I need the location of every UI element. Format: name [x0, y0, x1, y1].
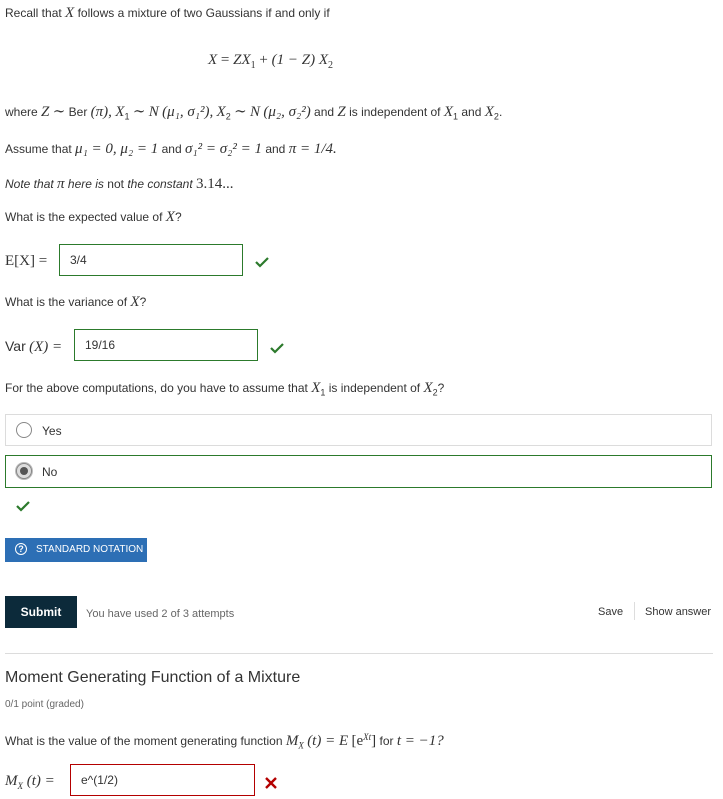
- q3-prompt: For the above computations, do you have to assume that $X_1$ is independent of $X_2$?: [5, 380, 445, 398]
- standard-notation-label: STANDARD NOTATION: [36, 544, 144, 555]
- standard-notation-button[interactable]: [5, 538, 147, 562]
- q2-label: Var (X) =: [5, 338, 63, 355]
- option-yes-label: Yes: [42, 424, 62, 438]
- q1-prompt: What is the expected value of X?: [5, 209, 182, 225]
- submit-button[interactable]: Submit: [5, 596, 77, 628]
- incorrect-x-icon: [264, 776, 278, 790]
- save-button[interactable]: Save: [598, 606, 624, 618]
- mgf-label: $M_X$ (t) =: [5, 773, 55, 791]
- option-no-label: No: [42, 465, 58, 479]
- mixture-equation: $X = ZX_1 + (1 - Z)$ $X_2$: [208, 52, 333, 71]
- attempts-text: You have used 2 of 3 attempts: [86, 608, 235, 620]
- question-icon: ?: [15, 543, 27, 555]
- intro-text: Recall that X follows a mixture of two Gaussians if and only if: [5, 5, 330, 21]
- section-title: Moment Generating Function of a Mixture: [5, 669, 301, 686]
- correct-check-icon: [270, 341, 284, 355]
- mgf-prompt: What is the value of the moment generating function $M_X$ (t) = E $[e^{Xt}]$ for t = −1?: [5, 732, 444, 751]
- radio-yes[interactable]: [16, 422, 32, 438]
- points-text: 0/1 point (graded): [5, 699, 84, 710]
- correct-check-icon: [255, 255, 269, 269]
- correct-check-icon: [16, 499, 30, 513]
- expected-value-input[interactable]: 3/4: [59, 244, 243, 276]
- option-yes[interactable]: [5, 414, 712, 446]
- q1-label: E[X] =: [5, 253, 48, 269]
- q2-prompt: What is the variance of X?: [5, 294, 147, 310]
- option-no[interactable]: [5, 455, 712, 488]
- mgf-input[interactable]: e^(1/2): [70, 764, 255, 796]
- radio-no[interactable]: [16, 463, 32, 479]
- section-divider: [5, 653, 713, 654]
- note-text: Note that π here is not the constant 3.14...: [5, 176, 234, 192]
- divider: [634, 602, 635, 620]
- where-text: where Z ∼ Ber (π), $X_1$ ∼ N (μ₁, σ₁²), $X_2$ ∼ N (μ₂, σ₂²) and Z is independent of $X_1$ and $X_2$.: [5, 104, 503, 122]
- assume-text: Assume that μ₁ = 0, μ₂ = 1 and σ₁² = σ₂² = 1 and π = 1/4.: [5, 141, 337, 157]
- show-answer-button[interactable]: Show answer: [645, 606, 712, 618]
- variance-input[interactable]: 19/16: [74, 329, 258, 361]
